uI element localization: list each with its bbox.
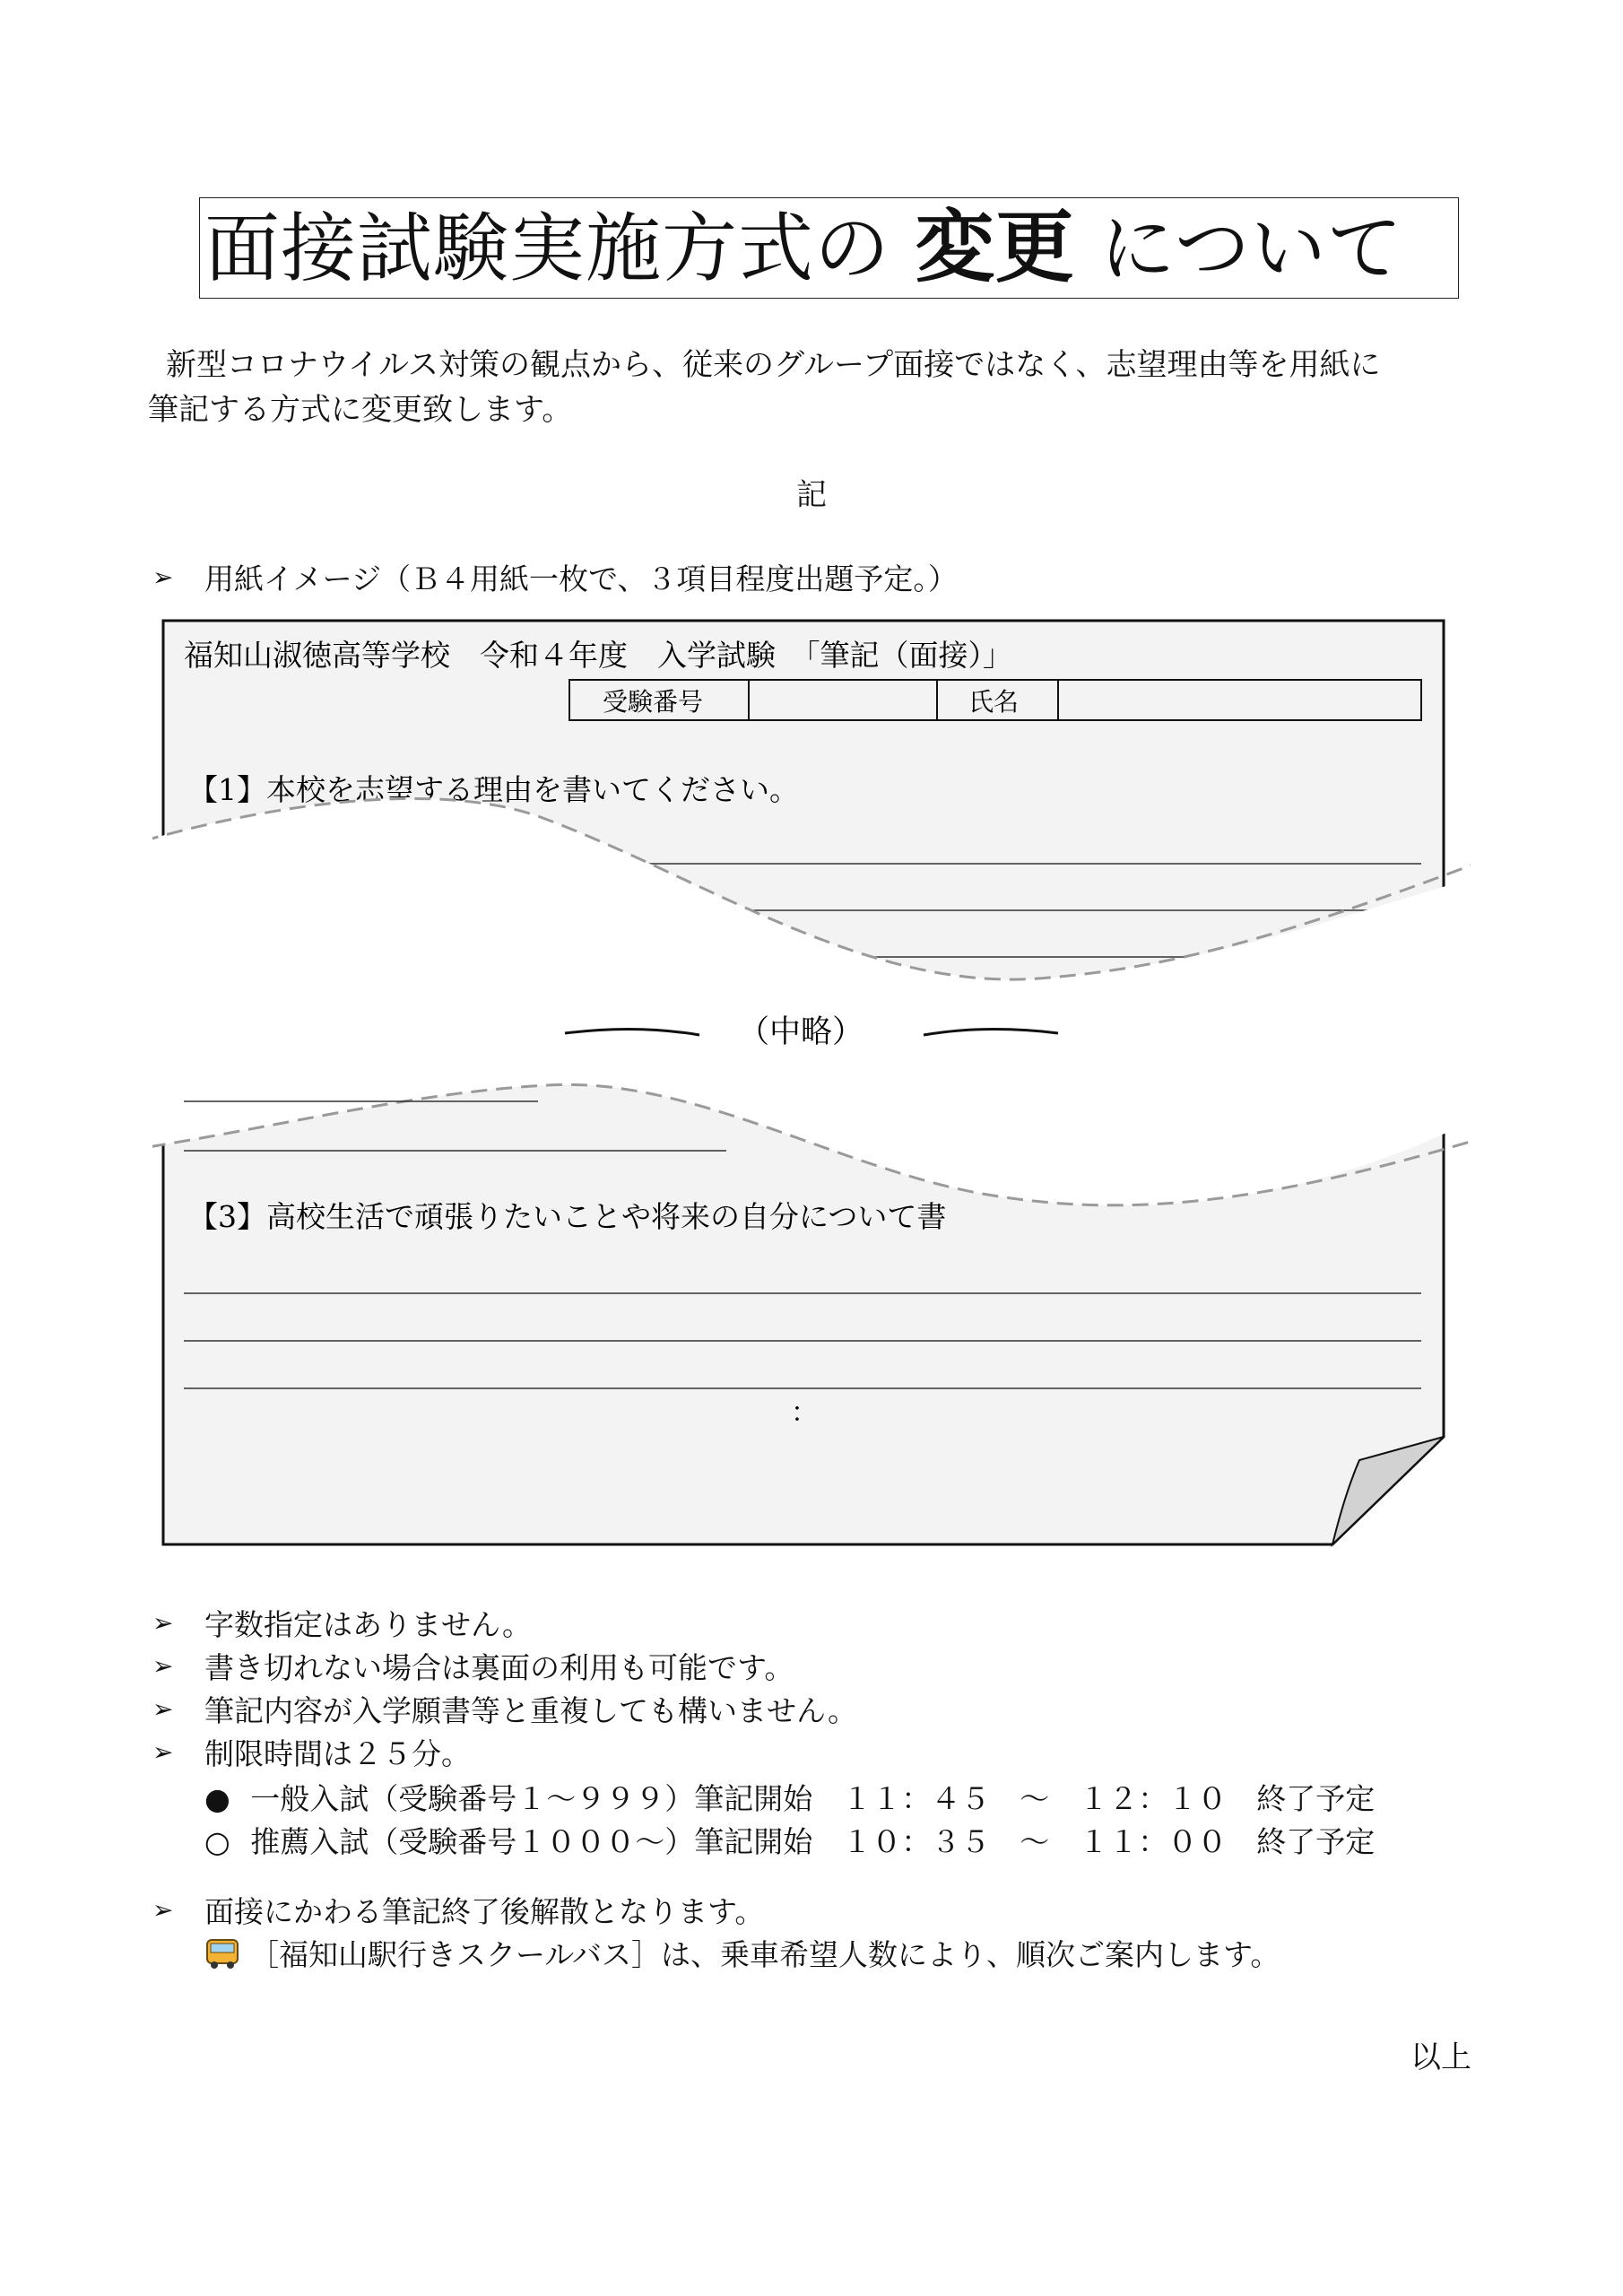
image-note: 用紙イメージ（Ｂ４用紙一枚で、３項目程度出題予定。） xyxy=(204,561,958,596)
arrow-icon: ➢ xyxy=(152,1608,174,1638)
continuation-mark: ： xyxy=(791,1397,818,1429)
title-prefix: 面接試験実施方式の xyxy=(204,204,891,292)
exam-number-label: 受験番号 xyxy=(603,687,704,717)
note-item: 書き切れない場合は裏面の利用も可能です。 xyxy=(204,1650,794,1685)
arrow-icon: ➢ xyxy=(152,1737,174,1767)
form-header: 福知山淑徳高等学校 令和４年度 入学試験 「筆記（面接）」 xyxy=(184,638,1012,673)
bus-icon xyxy=(204,1937,240,1971)
filled-circle-icon: ● xyxy=(204,1781,230,1816)
bus-note: ［福知山駅行きスクールバス］は、乗車希望人数により、順次ご案内します。 xyxy=(249,1937,1280,1972)
sample-form-illustration xyxy=(152,610,1471,1561)
arrow-icon: ➢ xyxy=(152,1694,174,1724)
schedule-text: 推薦入試（受験番号１０００～）筆記開始 １０：３５ ～ １１：００ 終了予定 xyxy=(250,1824,1376,1859)
name-label: 氏名 xyxy=(968,687,1020,717)
open-circle-icon: ○ xyxy=(204,1824,230,1859)
schedule-general xyxy=(204,1778,1375,1821)
question-1: 【1】本校を志望する理由を書いてください。 xyxy=(188,772,799,807)
note-item: 筆記内容が入学願書等と重複しても構いません。 xyxy=(204,1693,857,1728)
arrow-icon: ➢ xyxy=(152,562,174,592)
ki-heading: 記 xyxy=(796,477,827,513)
intro-line-1: 新型コロナウイルス対策の観点から、従来のグループ面接ではなく、志望理由等を用紙に xyxy=(166,347,1381,383)
arrow-icon: ➢ xyxy=(152,1895,174,1925)
title-suffix: について xyxy=(1099,204,1403,292)
page-title xyxy=(204,203,1403,293)
schedule-text: 一般入試（受験番号１～９９９）筆記開始 １１：４５ ～ １２：１０ 終了予定 xyxy=(250,1781,1376,1816)
omitted-marker: （中略） xyxy=(738,1014,864,1050)
note-item: 字数指定はありません。 xyxy=(204,1607,532,1642)
title-emphasis: 変更 xyxy=(915,201,1075,293)
closing-text: 以上 xyxy=(1410,2039,1471,2075)
arrow-icon: ➢ xyxy=(152,1651,174,1681)
schedule-recommendation xyxy=(204,1821,1375,1864)
intro-line-2: 筆記する方式に変更致します。 xyxy=(148,392,573,428)
question-3: 【3】高校生活で頑張りたいことや将来の自分について書 xyxy=(188,1199,947,1234)
note-item: 制限時間は２５分。 xyxy=(204,1736,471,1771)
dismissal-note: 面接にかわる筆記終了後解散となります。 xyxy=(204,1894,765,1929)
